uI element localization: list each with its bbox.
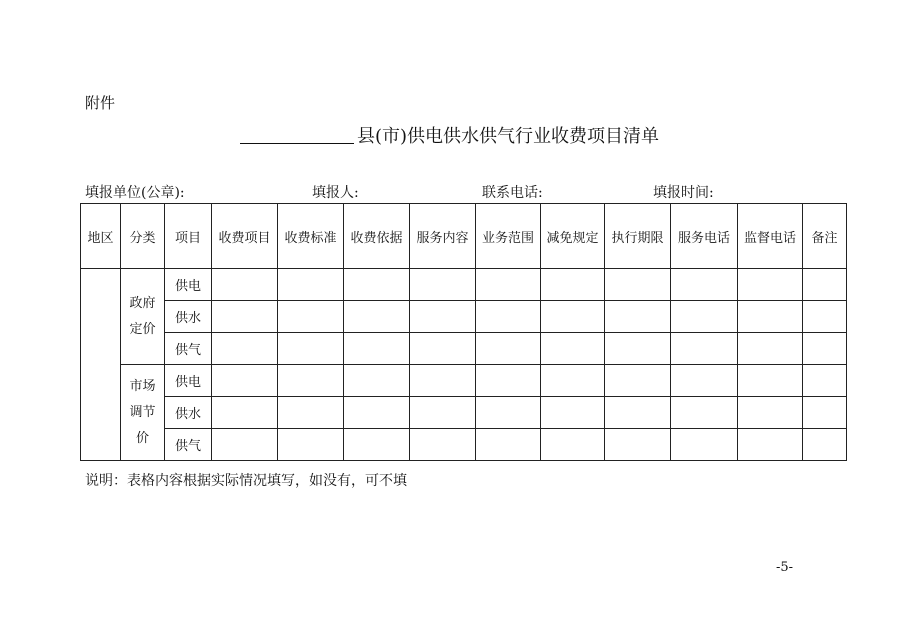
note-text: 说明：表格内容根据实际情况填写，如没有，可不填 <box>85 473 407 489</box>
category-line: 价 <box>135 430 149 446</box>
header-cell: 地区 <box>81 204 121 269</box>
header-cell: 服务内容 <box>410 204 476 269</box>
header-cell: 收费项目 <box>212 204 278 269</box>
category-cell-market <box>121 365 165 461</box>
table-row <box>81 429 847 461</box>
table-row <box>81 365 847 397</box>
info-time: 填报时间: <box>653 185 714 201</box>
item-cell: 供水 <box>165 301 212 333</box>
header-cell: 服务电话 <box>671 204 738 269</box>
header-cell: 收费标准 <box>278 204 344 269</box>
header-cell: 执行期限 <box>605 204 671 269</box>
header-cell: 分类 <box>121 204 165 269</box>
header-cell: 业务范围 <box>476 204 541 269</box>
table-row <box>81 333 847 365</box>
item-cell: 供水 <box>165 397 212 429</box>
fee-items-table <box>80 203 847 461</box>
category-line: 调节 <box>129 404 156 420</box>
table-row <box>81 301 847 333</box>
page-number: -5- <box>776 560 794 575</box>
page-title: 县(市)供电供水供气行业收费项目清单 <box>357 126 660 147</box>
category-line: 定价 <box>129 321 156 337</box>
table-row <box>81 269 847 301</box>
info-phone: 联系电话: <box>482 185 543 201</box>
header-cell: 监督电话 <box>738 204 803 269</box>
item-cell: 供气 <box>165 333 212 365</box>
info-reporter: 填报人: <box>312 185 359 201</box>
table-row <box>81 397 847 429</box>
region-cell <box>81 269 121 461</box>
header-cell: 备注 <box>803 204 847 269</box>
category-line: 政府 <box>129 295 156 311</box>
item-cell: 供气 <box>165 429 212 461</box>
attachment-label: 附件 <box>85 94 116 112</box>
item-cell: 供电 <box>165 269 212 301</box>
category-cell-government <box>121 269 165 365</box>
info-unit: 填报单位(公章): <box>85 185 185 201</box>
header-row <box>81 204 847 269</box>
header-cell: 减免规定 <box>541 204 605 269</box>
title-blank-line <box>240 142 354 144</box>
item-cell: 供电 <box>165 365 212 397</box>
category-line: 市场 <box>129 378 156 394</box>
header-cell: 收费依据 <box>344 204 410 269</box>
header-cell: 项目 <box>165 204 212 269</box>
